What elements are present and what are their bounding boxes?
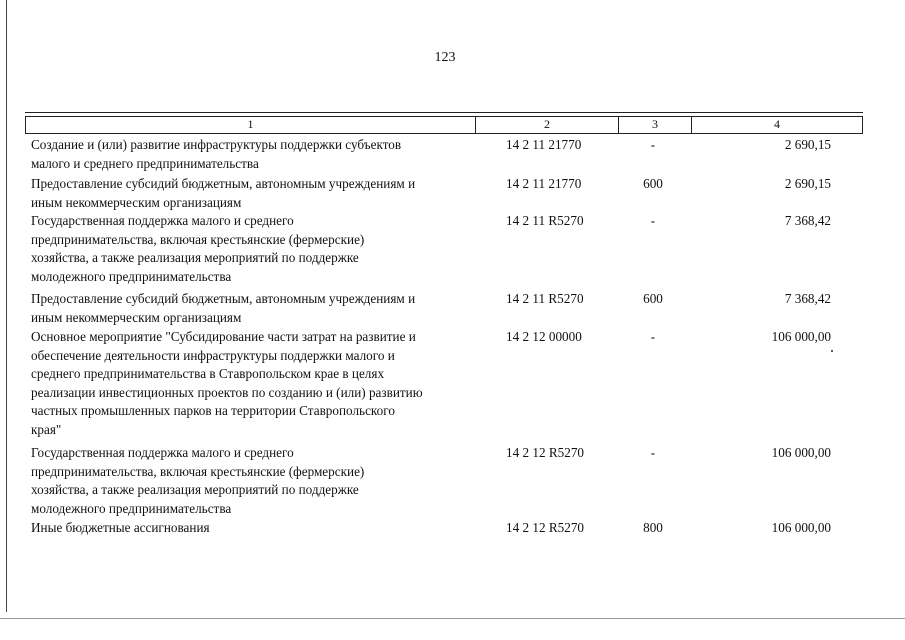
row-code: 14 2 11 R5270	[506, 291, 584, 306]
row-expense-type: 600	[643, 291, 663, 306]
row-name-line: обеспечение деятельности инфраструктуры поддержки малого и	[31, 347, 395, 363]
row-code: 14 2 11 21770	[506, 176, 582, 191]
row-name-line: молодежного предпринимательства	[31, 268, 232, 284]
row-name-line: предпринимательства, включая крестьянские (фермерские)	[31, 463, 365, 479]
row-amount: 7 368,42	[784, 291, 831, 306]
row-name-line: реализации инвестиционных проектов по созданию и (или) развитию	[31, 384, 423, 400]
row-name-line: иным некоммерческим организациям	[31, 309, 242, 325]
row-name-line: иным некоммерческим организациям	[31, 194, 242, 210]
row-amount: 106 000,00	[771, 329, 831, 344]
row-code: 14 2 12 00000	[506, 329, 582, 344]
row-amount: 106 000,00	[771, 520, 831, 535]
row-name-line: Предоставление субсидий бюджетным, автономным учреждениям и	[31, 291, 416, 306]
row-name-line: Предоставление субсидий бюджетным, автономным учреждениям и	[31, 176, 416, 191]
row-expense-type: 800	[643, 520, 663, 535]
row-expense-type: -	[650, 137, 656, 152]
row-name-line: края"	[31, 421, 62, 437]
row-name-line: среднего предпринимательства в Ставропольском крае в целях	[31, 366, 385, 382]
scan-left-edge	[6, 0, 7, 612]
column-header-2: 2	[476, 117, 619, 133]
row-name-line: Иные бюджетные ассигнования	[31, 520, 210, 535]
column-header-3: 3	[619, 117, 692, 133]
row-name-line: Основное мероприятие "Субсидирование части затрат на развитие и	[31, 329, 416, 344]
row-name	[31, 136, 481, 173]
row-expense-type: -	[650, 213, 656, 228]
row-amount: 2 690,15	[784, 137, 831, 152]
row-expense-type: 600	[643, 176, 663, 191]
row-name-line: предпринимательства, включая крестьянские (фермерские)	[31, 231, 365, 247]
row-name-line: малого и среднего предпринимательства	[31, 155, 259, 171]
column-header-4: 4	[774, 117, 780, 131]
row-code: 14 2 12 R5270	[506, 520, 585, 535]
row-name	[31, 290, 481, 327]
row-name	[31, 519, 481, 538]
row-amount: 7 368,42	[784, 213, 831, 228]
row-code: 14 2 11 21770	[506, 137, 582, 152]
row-code: 14 2 11 R5270	[506, 213, 584, 228]
row-name-line: хозяйства, а также реализация мероприятий по поддержке	[31, 250, 359, 266]
row-name-line: частных промышленных парков на территории Ставропольского	[31, 403, 395, 419]
table-header-row	[25, 116, 863, 134]
column-header-1: 1	[26, 117, 476, 133]
row-name	[31, 328, 481, 440]
row-name-line: Государственная поддержка малого и среднего	[31, 213, 294, 228]
page-number: 123	[434, 50, 456, 65]
scan-speck	[831, 350, 833, 352]
row-amount: 2 690,15	[784, 176, 831, 191]
row-name-line: молодежного предпринимательства	[31, 500, 232, 516]
table-top-rule	[25, 112, 863, 113]
row-amount: 106 000,00	[771, 445, 831, 460]
row-name	[31, 175, 481, 212]
row-name-line: Государственная поддержка малого и среднего	[31, 445, 294, 460]
row-name-line: хозяйства, а также реализация мероприятий по поддержке	[31, 482, 359, 498]
row-name	[31, 212, 481, 286]
scan-bottom-edge	[0, 618, 905, 619]
row-name	[31, 444, 481, 518]
row-expense-type: -	[650, 445, 656, 460]
row-name-line: Создание и (или) развитие инфраструктуры поддержки субъектов	[31, 137, 402, 152]
row-expense-type: -	[650, 329, 656, 344]
row-code: 14 2 12 R5270	[506, 445, 585, 460]
